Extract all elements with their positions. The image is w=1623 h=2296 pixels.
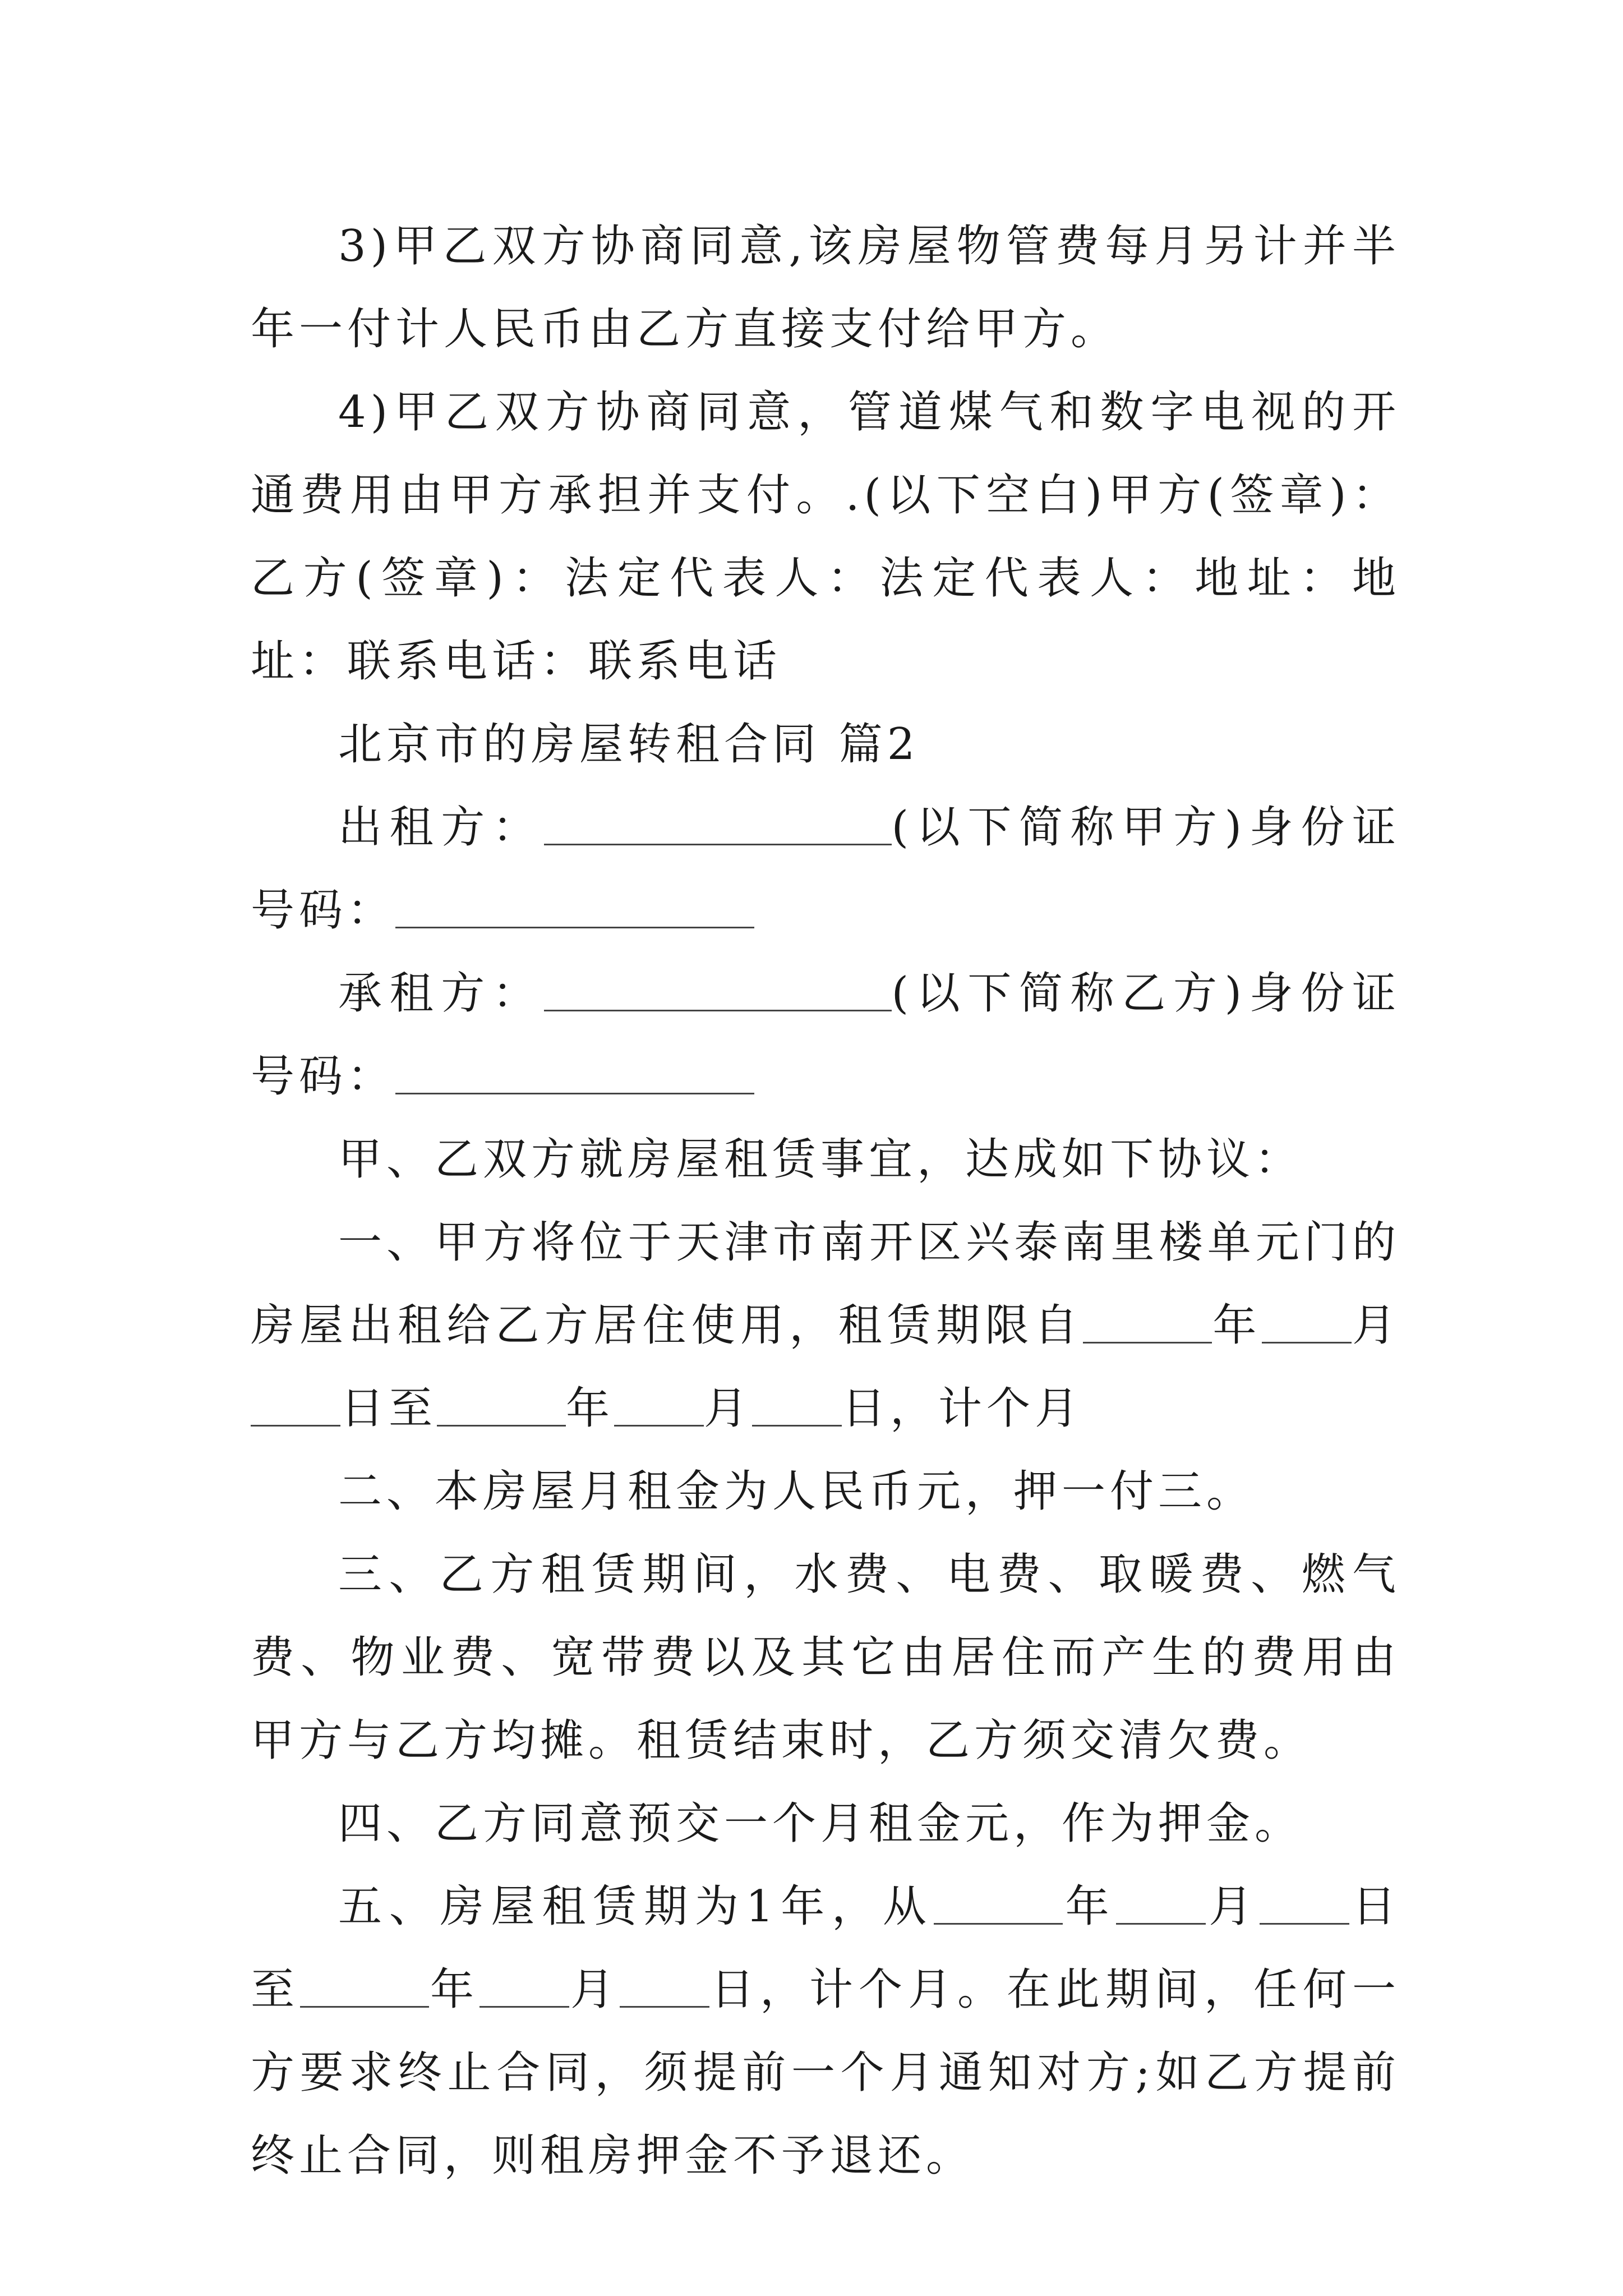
section-heading [251,703,1400,786]
month-label: 月 [704,1383,753,1434]
day-label: 日，计个月 [842,1383,1083,1434]
year-label: 年 [429,1964,479,2015]
year-label: 年 [1062,1881,1117,1932]
month-label: 月 [1206,1881,1260,1932]
lease-start-month-blank [1116,1884,1206,1925]
lessor-id-blank [395,887,754,928]
lease-start-year-blank [934,1884,1063,1925]
paragraph-text: 4)甲乙双方协商同意，管道煤气和数字电视的开通费用由甲方承担并支付。.(以下空白)甲方(签章)：乙方(签章)：法定代表人：法定代表人：地址：地址：联系电话：联系电话 [251,387,1400,687]
paragraph-lessor [251,786,1400,952]
clause-one [251,1201,1400,1450]
lessor-id-label: (以下简称甲方)身份证号码： [251,802,1400,936]
year-label: 年 [566,1383,615,1434]
end-year-blank [437,1386,566,1427]
day-to-label: 日至 [251,1881,1400,2015]
year-label: 年 [1212,1300,1262,1351]
lease-end-day-blank [620,1967,709,2008]
clause-text: 三、乙方租赁期间，水费、电费、取暖费、燃气费、物业费、宽带费以及其它由居住而产生的费用由甲方与乙方均摊。租赁结束时，乙方须交清欠费。 [251,1549,1400,1766]
lease-end-month-blank [479,1967,569,2008]
clause-text: 二、本房屋月租金为人民币元，押一付三。 [338,1466,1255,1517]
start-day-blank [251,1386,340,1427]
clause-text: 一、甲方将位于天津市南开区兴泰南里楼单元门的房屋出租给乙方居住使用，租赁期限自 [251,1217,1400,1351]
month-label: 月 [1351,1300,1400,1351]
end-month-blank [614,1386,704,1427]
lessee-id-blank [395,1053,754,1094]
lease-end-year-blank [300,1967,429,2008]
month-label: 月 [569,1964,620,2015]
lessee-label: 承租方： [338,968,544,1019]
lease-start-day-blank [1260,1884,1349,1925]
start-year-blank [1083,1303,1212,1343]
paragraph-property-fee [251,205,1400,371]
clause-text: 日，计个月。在此期间，任何一方要求终止合同，须提前一个月通知对方;如乙方提前终止合同，则租房押金不予退还。 [251,1964,1400,2181]
lessee-id-label: (以下简称乙方)身份证号码： [251,968,1400,1102]
clause-text: 四、乙方同意预交一个月租金元，作为押金。 [338,1798,1303,1849]
paragraph-gas-tv-fee [251,371,1400,703]
lessee-name-blank [544,970,892,1011]
document-body [251,205,1400,2197]
day-to-label: 日至 [340,1383,437,1434]
paragraph-text: 甲、乙双方就房屋租赁事宜，达成如下协议： [338,1134,1303,1185]
clause-text: 五、房屋租赁期为1年，从 [338,1881,934,1932]
end-day-blank [752,1386,842,1427]
clause-two [251,1450,1400,1533]
heading-text: 北京市的房屋转租合同 篇2 [338,719,920,770]
lessor-label: 出租方： [338,802,544,853]
clause-four [251,1782,1400,1865]
paragraph-lessee [251,952,1400,1118]
lessor-name-blank [544,804,892,845]
start-month-blank [1262,1303,1352,1343]
paragraph-agreement-intro [251,1118,1400,1201]
clause-five [251,1865,1400,2197]
paragraph-text: 3)甲乙双方协商同意,该房屋物管费每月另计并半年一付计人民币由乙方直接支付给甲方。 [251,221,1400,355]
clause-three [251,1533,1400,1782]
